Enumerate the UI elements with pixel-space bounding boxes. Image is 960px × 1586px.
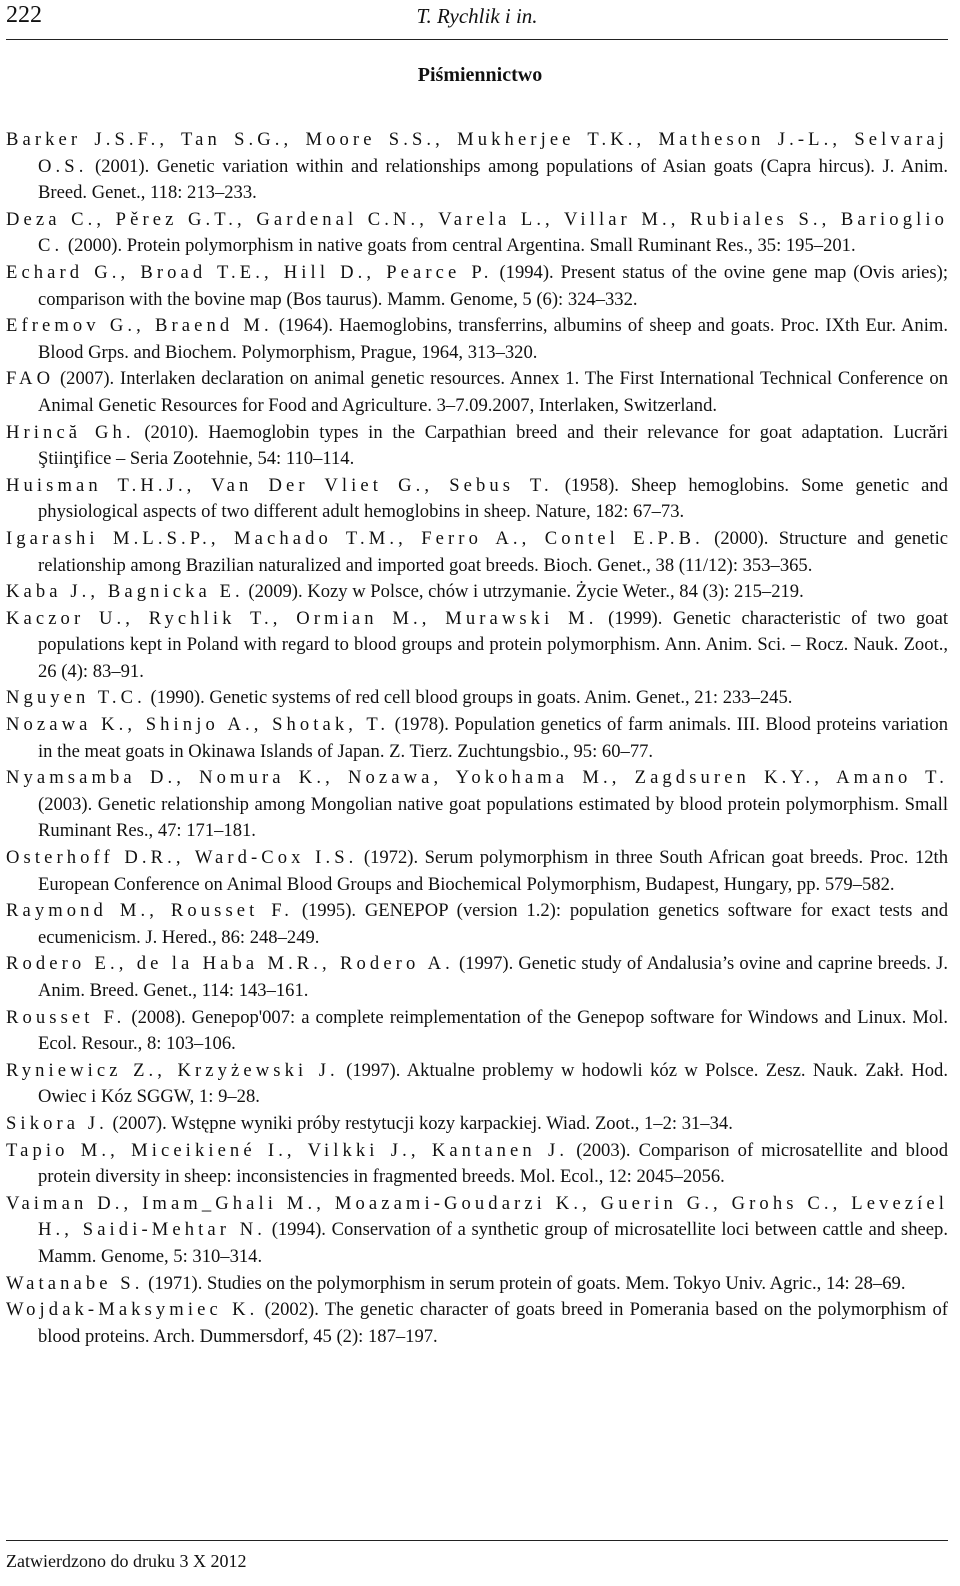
reference-authors: Raymond M., Rousset F.: [6, 900, 293, 922]
reference-authors: Hrincă Gh.: [6, 421, 135, 443]
reference-authors: Barker J.S.F., Tan S.G., Moore S.S., Mukherjee T.K., Matheson J.-L., Selvaraj O.S.: [6, 129, 948, 177]
reference-entry: [6, 1297, 948, 1350]
header-rule: [6, 39, 948, 40]
reference-authors: Tapio M., Miceikiené I., Vilkki J., Kantanen J.: [6, 1139, 569, 1161]
reference-text: (2000). Protein polymorphism in native goats from central Argentina. Small Ruminant Res., 35: 195–201.: [63, 235, 856, 257]
reference-text: (1999). Genetic characteristic of two goat populations kept in Poland with regard to blood groups and protein polymorphism. Ann. Anim. Sci. – Rocz. Nauk. Zoot., 26 (4): 83–91.: [38, 607, 948, 682]
reference-authors: Wojdak-Maksymiec K.: [6, 1299, 259, 1321]
reference-entry: [6, 579, 948, 606]
reference-entry: [6, 1111, 948, 1138]
running-head: T. Rychlik i in.: [416, 4, 538, 28]
reference-entry: [6, 1191, 948, 1271]
reference-entry: [6, 473, 948, 526]
approval-note: Zatwierdzono do druku 3 X 2012: [6, 1551, 247, 1571]
reference-text: (2000). Structure and genetic relationship among Brazilian naturalized and imported goat breeds. Bioch. Genet., 38 (11/12): 353–365.: [38, 527, 949, 576]
page-header: [6, 0, 948, 44]
reference-text: (1995). GENEPOP (version 1.2): population genetics software for exact tests and ecumenicism. J. Hered., 86: 248–249.: [38, 900, 948, 948]
reference-text: (2010). Haemoglobin types in the Carpathian breed and their relevance for goat adaptation. Lucrări Ştiinţifice – Seria Zootehnie, 54: 110–114.: [38, 421, 949, 470]
page-number: 222: [6, 2, 42, 28]
reference-entry: [6, 898, 948, 951]
reference-entry: [6, 845, 948, 898]
reference-text: (1971). Studies on the polymorphism in serum protein of goats. Mem. Tokyo Univ. Agric., 14: 28–69.: [143, 1272, 906, 1294]
reference-text: (2003). Comparison of microsatellite and blood protein diversity in sheep: inconsistencies in fragmented breeds. Mol. Ecol., 12: 2045–2056.: [38, 1139, 948, 1188]
reference-authors: Kaba J., Bagnicka E.: [6, 581, 244, 603]
reference-text: (2007). Wstępne wyniki próby restytucji kozy karpackiej. Wiad. Zoot., 1–2: 31–34.: [107, 1112, 733, 1134]
reference-entry: [6, 313, 948, 366]
reference-entry: [6, 951, 948, 1004]
reference-entry: [6, 765, 948, 845]
reference-authors: Echard G., Broad T.E., Hill D., Pearce P.: [6, 261, 493, 283]
reference-text: (2002). The genetic character of goats breed in Pomerania based on the polymorphism of blood proteins. Arch. Dummersdorf, 45 (2): 187–197.: [38, 1299, 948, 1347]
reference-text: (2001). Genetic variation within and relationships among populations of Asian goats (Capra hircus). J. Anim. Breed. Genet., 118: 213–233.: [38, 155, 948, 204]
reference-authors: Nguyen T.C.: [6, 687, 146, 709]
reference-authors: Nozawa K., Shinjo A., Shotak, T.: [6, 714, 390, 736]
reference-text: (1994). Present status of the ovine gene map (Ovis aries); comparison with the bovine map (Bos taurus). Mamm. Genome, 5 (6): 324–332.: [38, 261, 948, 310]
reference-text: (2009). Kozy w Polsce, chów i utrzymanie. Życie Weter., 84 (3): 215–219.: [243, 581, 804, 603]
reference-authors: Sikora J.: [6, 1112, 108, 1134]
footer-rule: [6, 1540, 948, 1541]
reference-authors: Watanabe S.: [6, 1272, 144, 1294]
reference-authors: Huisman T.H.J., Van Der Vliet G., Sebus T.: [6, 474, 553, 496]
reference-list: [6, 127, 948, 1350]
reference-entry: [6, 606, 948, 686]
reference-text: (1997). Aktualne problemy w hodowli kóz w Polsce. Zesz. Nauk. Zakł. Hod. Owiec i Kóz SGGW, 1: 9–28.: [38, 1059, 948, 1108]
page-footer: [6, 1540, 948, 1572]
reference-entry: [6, 127, 948, 207]
reference-text: (1990). Genetic systems of red cell blood groups in goats. Anim. Genet., 21: 233–245.: [145, 687, 793, 709]
reference-entry: [6, 420, 948, 473]
reference-entry: [6, 1005, 948, 1058]
reference-authors: Rousset F.: [6, 1006, 126, 1028]
reference-authors: Ryniewicz Z., Krzyżewski J.: [6, 1059, 339, 1081]
reference-text: (2007). Interlaken declaration on animal genetic resources. Annex 1. The First International Technical Conference on Animal Genetic Resources for Food and Agriculture. 3–7.09.2007, Interlaken, Switzerland.: [38, 368, 948, 416]
reference-authors: Kaczor U., Rychlik T., Ormian M., Murawski M.: [6, 607, 598, 629]
reference-text: (1994). Conservation of a synthetic group of microsatellite loci between cattle and sheep. Mamm. Genome, 5: 310–314.: [38, 1219, 948, 1267]
reference-entry: [6, 207, 948, 260]
reference-text: (1997). Genetic study of Andalusia’s ovine and caprine breeds. J. Anim. Breed. Genet., 114: 143–161.: [38, 953, 948, 1001]
reference-authors: Deza C., Pěrez G.T., Gardenal C.N., Varela L., Villar M., Rubiales S., Barioglio C.: [6, 208, 948, 257]
reference-entry: [6, 685, 948, 712]
reference-entry: [6, 1138, 948, 1191]
reference-text: (1972). Serum polymorphism in three South African goat breeds. Proc. 12th European Conference on Animal Blood Groups and Biochemical Polymorphism, Budapest, Hungary, pp. 579–582.: [38, 847, 948, 895]
reference-authors: Osterhoff D.R., Ward-Cox I.S.: [6, 847, 358, 869]
reference-authors: Vaiman D., Imam_Ghali M., Moazami-Goudarzi K., Guerin G., Grohs C., Levezíel H., Saidi-Mehtar N.: [6, 1192, 948, 1241]
reference-text: (1958). Sheep hemoglobins. Some genetic and physiological aspects of two different adult hemoglobins in sheep. Nature, 182: 67–73.: [38, 474, 948, 523]
reference-entry: [6, 1271, 948, 1298]
reference-entry: [6, 1058, 948, 1111]
reference-authors: Nyamsamba D., Nomura K., Nozawa, Yokohama M., Zagdsuren K.Y., Amano T.: [6, 767, 948, 789]
reference-text: (1978). Population genetics of farm animals. III. Blood proteins variation in the meat goats in Okinawa Islands of Japan. Z. Tierz. Zuchtungsbio., 95: 60–77.: [38, 714, 948, 762]
reference-entry: [6, 260, 948, 313]
reference-entry: [6, 712, 948, 765]
reference-authors: Igarashi M.L.S.P., Machado T.M., Ferro A., Contel E.P.B.: [6, 527, 704, 549]
reference-text: (2008). Genepop'007: a complete reimplementation of the Genepop software for Windows and Linux. Mol. Ecol. Resour., 8: 103–106.: [38, 1006, 948, 1055]
reference-text: (2003). Genetic relationship among Mongolian native goat populations estimated by blood protein polymorphism. Small Ruminant Res., 47: 171–181.: [38, 793, 948, 842]
reference-entry: [6, 366, 948, 419]
reference-text: (1964). Haemoglobins, transferrins, albumins of sheep and goats. Proc. IXth Eur. Anim. Blood Grps. and Biochem. Polymorphism, Prague, 1964, 313–320.: [38, 315, 949, 363]
reference-authors: FAO: [6, 368, 55, 390]
reference-authors: Rodero E., de la Haba M.R., Rodero A.: [6, 953, 454, 975]
reference-entry: [6, 526, 948, 579]
section-title: Piśmiennictwo: [417, 64, 543, 86]
reference-authors: Efremov G., Braend M.: [6, 315, 273, 337]
